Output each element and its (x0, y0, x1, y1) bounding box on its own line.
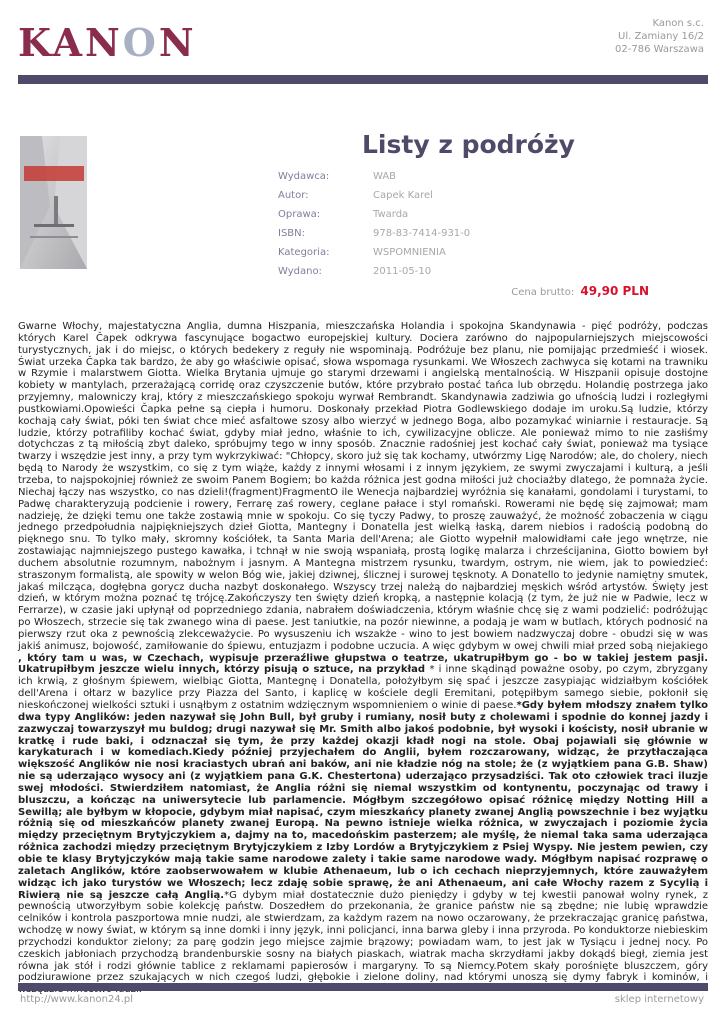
meta-label: Oprawa: (278, 209, 321, 220)
price-value: 49,90 PLN (580, 284, 649, 298)
company-city: 02-786 Warszawa (615, 44, 704, 55)
meta-label: Kategoria: (278, 247, 330, 258)
description-segment: * i inne skądinąd poważne osoby, po czym, zbryzgany ich krwią, z głośnym śpiewem, wielbiąc Giotta, Mantegnę i Donatella, położyłbym się spać i jeszcze zasypiając widziałbym kościółek dell'Arena i ołtarz w bazylice przy Piazza del Santo, i kaplicę w kościele degli Eremitani, potępiłbym samego siebie, pokłonił się nieskończonej wielkości sztuki i usnąłbym z ostatnim wdzięcznym wspomnieniem o winie di paese. (18, 664, 708, 711)
meta-row (278, 246, 470, 265)
meta-value: WSPOMNIENIA (373, 247, 446, 258)
meta-value: Capek Karel (373, 190, 433, 201)
footer-url-link[interactable]: http://www.kanon24.pl (20, 994, 133, 1005)
meta-value: Twarda (373, 209, 409, 220)
price-line (511, 284, 649, 298)
header-divider-bar (18, 75, 708, 84)
company-address (615, 17, 704, 56)
meta-row (278, 208, 470, 227)
company-name: Kanon s.c. (652, 18, 704, 29)
description-segment: *G dybym miał dostatecznie dużo pieniędzy i gdyby w tej kwestii panował wolny rynek, z pewnością utworzyłbym sobie kolekcję państw. Doszedłem do przekonania, że granice państw nie są zbędne; nie lubię wprawdzie celników i kontrola paszportowa mnie nudzi, ale stwierdzam, za każdym razem na nowo oczarowany, że przekraczając granicę państwa, wchodzę w nowy świat, w którym są inne domki i inny język, inni policjanci, inna barwa gleby i inna przyroda. Po konduktorze niebieskim przychodzi konduktor zielony; za parę godzin jego miejsce zajmie brązowy; powiadam wam, to jest jak w Tysiącu i jednej nocy. Po czeskich jabłoniach przychodzą brandenburskie sosny na białych piaskach, wiatrak macha skrzydłami jakby dokądś biegł, ziemia jest równa jak stół i rodzi głównie tablice z reklamami papierosów i margaryny. To są Niemcy.Potem skały porośnięte bluszczem, góry podziurawione przez szukających w nich czegoś ludzi, głębokie i zielone doliny, nad którymi unoszą się dymy fabryk i kominów, i (18, 889, 708, 984)
meta-label: ISBN: (278, 228, 306, 239)
description-bold-segment: *Gdy byłem młodszy znałem tylko dwa typy Anglików: jeden nazywał się John Bull, był gruby i rumiany, nosił buty z cholewami i spodnie do konnej jazdy i zazwyczaj towarzyszył mu buldog; drugi nazywał się Mr. Smith albo jakoś podobnie, był wysoki i kościsty, nosił ubranie w kratkę i rude baki, i odznaczał się tym, że przy każdej okazji kładł nogi na stole. Obaj pojawiali się głównie w karykaturach i w komediach.Kiedy później przyjechałem do Anglii, byłem rozczarowany, widząc, że przytłaczająca większość Anglików nie nosi kraciastych ubrań ani baków, ani nie kładzie nóg na stole; że (z wyjątkiem pana G.B. Shaw) nie są uderzająco wysocy ani (z wyjątkiem pana G.K. Chestertona) uderzająco przysadziści. Tak oto człowiek traci iluzje swej młodości. Stwierdziłem natomiast, że Anglia różni się niemal wszystkim od kontynentu, poczynając od trawy i bluszczu, a kończąc na uniwersytecie lub parlamencie. Mógłbym szczegółowo opisać różnicę między Notting Hill a Sewillą; ale byłbym w kłopocie, gdybym miał napisać, czym mieszkańcy planety zwanej Anglią powszechnie i bez wyjątku różnią się od mieszkańców planety zwanej Europą. Na pewno istnieje wielka różnica, w zwyczajach i poziomie życia między przeciętnym Brytyjczykiem a, dajmy na to, macedońskim pasterzem; ale myślę, że niemal taka sama uderzająca różnica zachodzi między przeciętnym Brytyjczykiem z Izby Lordów a Brytyjczykiem z Psiej Wyspy. Nie jestem pewien, czy obie te klasy Brytyjczyków mają takie same narodowe zalety i takie same narodowe wady. Mógłbym napisać rozprawę o zaletach Anglików, które zaobserwowałem w klubie Athenaeum, lub o ich cechach nieprzyjemnych, które zauważyłem widząc ich jako turystów we Włoszech; lecz zdaję sobie sprawę, że ani Athenaeum, ani całe Włochy razem z Sycylią i Riwierą nie są jeszcze całą Anglią. (18, 700, 708, 901)
description-segment: Gwarne Włochy, majestatyczna Anglia, dumna Hiszpania, mieszczańska Holandia i spokojna Skandynawia - pięć podróży, podczas których Karel Čapek odkrywa fascynujące bogactwo europejskiej kultury. Dociera zarówno do najpopularniejszych miejscowości turystycznych, jak i do miejsc, o których bedekery z reguły nie wspominają. Podróżuje bez planu, nie pomijając przedmieść i wiosek. Świat urzeka Čapka tak bardzo, że aby go właściwie opisać, słowa wspomaga rysunkami. We Włoszech zachwyca się kotami na trawniku w Rzymie i malarstwem Giotta. Wielka Brytania ujmuje go starymi drzewami i angielską mentalnością. W Hiszpanii opisuje dostojne kobiety w mantylach, przerażającą corridę oraz czyszczenie butów, które przybrało postać tańca lub obrzędu. Holandię postrzega jako przyjemny, malowniczy kraj, który z mieszczańskiego spokoju wyrwał Rembrandt. Skandynawia zadziwia go ufnością ludzi i rozległymi pustkowiami.Opowieści Čapka pełne są ciepła i humoru. Doskonały przekład Piotra Godlewskiego dodaje im uroku.Są ludzie, którzy kochają cały świat, póki ten świat chce mieć asfaltowe szosy albo wierzyć w jednego Boga, albo pozamykać winiarnie i restauracje. Są ludzie, którzy potrafiliby kochać świat, gdyby miał jedno, właśnie to ich, cywilizacyjne oblicze. Ale ponieważ mimo to nie zasłiśmy dotychczas z tą miłością zbyt daleko, spróbujmy tego w inny sposób. Znacznie radośniej jest kochać cały świat, ponieważ ma tysiące twarzy i wszędzie jest inny, a przy tym wykrzykiwać: "Chłopcy, skoro już się tak kochamy, utwórzmy Ligę Narodów; ale, do cholery, niech będą to Narody że wszystkim, co się z tym wiąże, każdy z innymi włosami i z innym językiem, ze swymi zwyczajami i kulturą, a jeśli trzeba, to najspokojniej również ze swoim Panem Bogiem; bo każda różnica jest godna miłości już chociażby dlatego, że pomnaża życie. Niechaj łączy nas wszystko, co nas dzieli!(fragment)FragmentO ile Wenecja najbardziej wyróżnia się kanałami, gondolami i turystami, to Padwę charakteryzują podcienie i rowery, Ferrarę zaś rowery, ceglane pałace i styl romański. Rowerami nie będę się zajmował; mam nadzieję, że dzięki temu one także zostawią mnie w spokoju. Co się tyczy Padwy, to proszę zauważyć, że możność zobaczenia w ciągu jednego przedpołudnia najpiękniejszych dzieł Giotta, Mantegny i Donatella jest wielką łaską, darem niebios i radością podobną do pięknego snu. To tylko mały, skromny kościółek, ta Santa Maria dell'Arena; ale Giotto wypełnił malowidłami całe jego wnętrze, nie zostawiając najmniejszego pustego kawałka, i tchnął w nie swoją wspaniałą, prostą logikę malarza i chrześcijanina, Giotto bowiem był duchem absolutnie rozumnym, nabożnym i jasnym. A Mantegna mistrzem rysunku, twardym, ostrym, nie wiem, jak to powiedzieć: straszonym formalistą, ale spowity w welon Bóg wie, jakiej dziwnej, ślicznej i surowej tęsknoty. A Donatello to jedynie namiętny smutek, jakaś milcząca, dogłębna gorycz ducha nazbyt doskonałego. Wszyscy trzej należą do najbardziej męskich wśród artystów. Święty jest dzień, w którym można poznać tę trójcę.Zakończyszy ten święty dzień kropką, a następnie kolacją (z tym, że już nie w Padwie, lecz w Ferrarze), w czasie jaki upłynął od poprzedniego zdania, nabrałem doświadczenia, którym właśnie chcę się z wami podzielić: podróżując po Włoszech, strzecie się tak zwanego wina di paese. Jest taniutkie, na pozór niewinne, a podają je wam w butlach, których podnosić na pierwszy rzut oka z pewnością zlekceważycie. Po wysuszeniu ich wszakże - wino to jest bowiem nadzwyczaj dobre - obudzi się w was jakiś animusz, bojowość, zamiłowanie do śpiewu, entuzjazm i podobne uczucia. A więc gdybym w owej chwili miał przed sobą niejakiego (18, 321, 708, 652)
book-cover-image (20, 136, 87, 269)
description-bold-segment: , który tam u was, w Czechach, wypisuje przeraźliwe głupstwa o teatrze, ukatrupiłbym go - bo w takiej jestem pasji. Ukatrupiłbym jeszcze wielu innych, którzy pisują o sztuce, na przykład (18, 652, 708, 676)
book-description (18, 321, 708, 984)
meta-value: 978-83-7414-931-0 (373, 228, 471, 239)
meta-value: 2011-05-10 (373, 266, 432, 277)
meta-row (278, 227, 470, 246)
company-street: Ul. Zamiany 16/2 (618, 31, 704, 42)
footer-tagline: sklep internetowy (614, 994, 704, 1005)
footer-divider-bar (18, 983, 708, 991)
meta-row (278, 170, 470, 189)
book-title: Listy z podróży (362, 130, 575, 159)
book-meta (278, 170, 470, 284)
meta-row (278, 265, 470, 284)
kanon-logo[interactable]: KANON (18, 20, 197, 65)
book-cover-art (20, 136, 87, 269)
meta-label: Autor: (278, 190, 309, 201)
meta-label: Wydawca: (278, 171, 330, 182)
price-label: Cena brutto: (511, 287, 575, 298)
meta-label: Wydano: (278, 266, 322, 277)
meta-value: WAB (373, 171, 397, 182)
meta-row (278, 189, 470, 208)
